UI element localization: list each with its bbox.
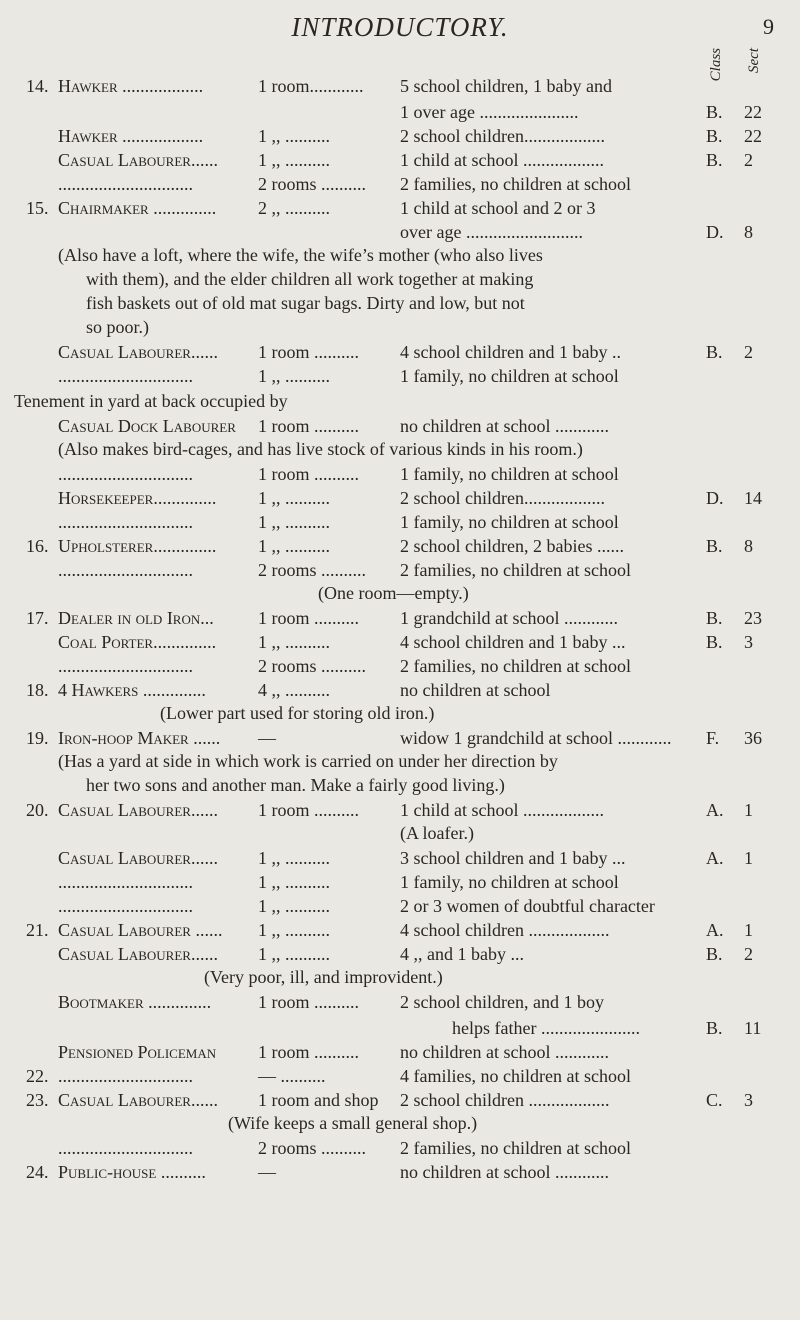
occupation: .............................. <box>58 896 193 916</box>
occupation: Horsekeeper.............. <box>58 488 217 508</box>
occupation: 4 Hawkers .............. <box>58 680 206 700</box>
sect-column-heading: Sect <box>746 48 762 73</box>
note-loft-4: so poor.) <box>86 317 149 337</box>
section: 22 <box>744 126 762 146</box>
page-number: 9 <box>763 14 774 39</box>
section: 3 <box>744 1090 753 1110</box>
occupation: .............................. <box>58 872 193 892</box>
table-row <box>0 1136 800 1160</box>
note-one-room-empty: (One room—empty.) <box>318 583 469 603</box>
family: 1 child at school .................. <box>400 800 604 820</box>
row-number: 23. <box>26 1090 49 1110</box>
class: B. <box>706 102 723 122</box>
table-row <box>0 942 800 966</box>
note-very-poor: (Very poor, ill, and improvident.) <box>204 967 443 987</box>
table-row <box>0 846 800 870</box>
table-row <box>0 726 800 750</box>
family: 4 school children and 1 baby ... <box>400 632 626 652</box>
table-row <box>0 172 800 196</box>
rooms: — .......... <box>258 1066 326 1086</box>
note-loft-3: fish baskets out of old mat sugar bags. Dirty and low, but not <box>86 293 525 313</box>
occupation: Casual Labourer...... <box>58 1090 218 1110</box>
rooms: 2 rooms .......... <box>258 656 366 676</box>
note-yard-2: her two sons and another man. Make a fairly good living.) <box>86 775 505 795</box>
rooms: 1 ,, .......... <box>258 848 330 868</box>
occupation: .............................. <box>58 656 193 676</box>
table-row <box>0 100 800 124</box>
class: B. <box>706 944 723 964</box>
tenement-heading: Tenement in yard at back occupied by <box>14 391 288 411</box>
family: 2 families, no children at school <box>400 656 631 676</box>
family: 2 families, no children at school <box>400 174 631 194</box>
section: 8 <box>744 222 753 242</box>
section: 23 <box>744 608 762 628</box>
class: A. <box>706 920 724 940</box>
table-row <box>0 990 800 1014</box>
family: 1 family, no children at school <box>400 872 619 892</box>
section: 1 <box>744 800 753 820</box>
row-number: 18. <box>26 680 49 700</box>
table-row <box>0 1040 800 1064</box>
family: no children at school <box>400 680 551 700</box>
rooms: 1 ,, .......... <box>258 872 330 892</box>
table-row <box>0 196 800 220</box>
section: 1 <box>744 848 753 868</box>
table-row <box>0 220 800 244</box>
table-row <box>0 654 800 678</box>
rooms: 1 ,, .......... <box>258 896 330 916</box>
class: A. <box>706 848 724 868</box>
row-number: 21. <box>26 920 49 940</box>
occupation: Upholsterer.............. <box>58 536 217 556</box>
family: 2 or 3 women of doubtful character <box>400 896 655 916</box>
table-row <box>0 340 800 364</box>
row-number: 17. <box>26 608 49 628</box>
note-old-iron: (Lower part used for storing old iron.) <box>160 703 435 723</box>
table-row <box>0 918 800 942</box>
row-number: 22. <box>26 1066 49 1086</box>
rooms: 1 room .......... <box>258 464 359 484</box>
section: 22 <box>744 102 762 122</box>
rooms: 1 room .......... <box>258 342 359 362</box>
occupation: .............................. <box>58 1138 193 1158</box>
rooms: — <box>258 728 276 748</box>
family: 1 family, no children at school <box>400 464 619 484</box>
class: B. <box>706 536 723 556</box>
table-row <box>0 462 800 486</box>
table-row <box>0 414 800 438</box>
family: 1 child at school and 2 or 3 <box>400 198 596 218</box>
table-row <box>0 558 800 582</box>
occupation: Hawker .................. <box>58 76 204 96</box>
table-row <box>0 894 800 918</box>
occupation: .............................. <box>58 1066 193 1086</box>
occupation: Casual Labourer ...... <box>58 920 223 940</box>
table-row <box>0 74 800 98</box>
note-yard: (Has a yard at side in which work is carried on under her direction by <box>58 751 558 771</box>
occupation: Pensioned Policeman <box>58 1042 217 1062</box>
rooms: 1 ,, .......... <box>258 944 330 964</box>
occupation: Casual Labourer...... <box>58 800 218 820</box>
row-number: 20. <box>26 800 49 820</box>
rooms: 2 rooms .......... <box>258 174 366 194</box>
family: 5 school children, 1 baby and <box>400 76 612 96</box>
occupation: .............................. <box>58 174 193 194</box>
rooms: — <box>258 1162 276 1182</box>
class: B. <box>706 632 723 652</box>
rooms: 1 room .......... <box>258 800 359 820</box>
occupation: .............................. <box>58 560 193 580</box>
section: 11 <box>744 1018 762 1038</box>
rooms: 1 room .......... <box>258 416 359 436</box>
class: A. <box>706 800 724 820</box>
occupation: Casual Dock Labourer <box>58 416 236 436</box>
row-number: 24. <box>26 1162 49 1182</box>
section: 2 <box>744 342 753 362</box>
occupation: Casual Labourer...... <box>58 150 218 170</box>
rooms: 1 ,, .......... <box>258 512 330 532</box>
family: 4 school children .................. <box>400 920 610 940</box>
rooms: 1 ,, .......... <box>258 366 330 386</box>
family: 4 school children and 1 baby .. <box>400 342 621 362</box>
family: 4 families, no children at school <box>400 1066 631 1086</box>
family: 1 child at school .................. <box>400 150 604 170</box>
occupation: .............................. <box>58 512 193 532</box>
rooms: 1 ,, .......... <box>258 150 330 170</box>
class: B. <box>706 342 723 362</box>
note-loft: (Also have a loft, where the wife, the wife’s mother (who also lives <box>58 245 543 265</box>
section: 14 <box>744 488 762 508</box>
family: 2 school children.................. <box>400 126 605 146</box>
occupation: Bootmaker .............. <box>58 992 212 1012</box>
section: 2 <box>744 150 753 170</box>
rooms: 1 ,, .......... <box>258 632 330 652</box>
page-header <box>0 12 800 46</box>
class: D. <box>706 222 724 242</box>
occupation: Casual Labourer...... <box>58 848 218 868</box>
family: over age .......................... <box>400 222 583 242</box>
section: 3 <box>744 632 753 652</box>
section: 2 <box>744 944 753 964</box>
note-bird-cages: (Also makes bird-cages, and has live stock of various kinds in his room.) <box>58 439 583 459</box>
class: C. <box>706 1090 723 1110</box>
rooms: 2 rooms .......... <box>258 560 366 580</box>
family: 1 over age ...................... <box>400 102 579 122</box>
family: 1 grandchild at school ............ <box>400 608 618 628</box>
occupation: Coal Porter.............. <box>58 632 217 652</box>
occupation: .............................. <box>58 464 193 484</box>
rooms: 1 ,, .......... <box>258 920 330 940</box>
family: no children at school ............ <box>400 1162 609 1182</box>
table-row <box>0 798 800 822</box>
rooms: 1 room .......... <box>258 992 359 1012</box>
class: B. <box>706 608 723 628</box>
class: B. <box>706 1018 723 1038</box>
table-row <box>0 534 800 558</box>
note-loafer: (A loafer.) <box>400 823 474 843</box>
section: 1 <box>744 920 753 940</box>
table-row <box>0 510 800 534</box>
rooms: 1 room and shop <box>258 1090 379 1110</box>
occupation: Casual Labourer...... <box>58 342 218 362</box>
occupation: .............................. <box>58 366 193 386</box>
rooms: 1 room .......... <box>258 1042 359 1062</box>
table-row <box>0 1160 800 1184</box>
section: 36 <box>744 728 762 748</box>
family: 1 family, no children at school <box>400 512 619 532</box>
occupation: Hawker .................. <box>58 126 204 146</box>
row-number: 19. <box>26 728 49 748</box>
table-row <box>0 870 800 894</box>
rooms: 1 ,, .......... <box>258 536 330 556</box>
rooms: 2 rooms .......... <box>258 1138 366 1158</box>
table-row <box>0 486 800 510</box>
family: 1 family, no children at school <box>400 366 619 386</box>
row-number: 15. <box>26 198 49 218</box>
table-row <box>0 124 800 148</box>
occupation: Iron-hoop Maker ...... <box>58 728 221 748</box>
table-row <box>0 630 800 654</box>
family: 2 school children .................. <box>400 1090 610 1110</box>
class: B. <box>706 126 723 146</box>
rooms: 2 ,, .......... <box>258 198 330 218</box>
occupation: Public-house .......... <box>58 1162 206 1182</box>
table-row <box>0 1064 800 1088</box>
family: 4 ,, and 1 baby ... <box>400 944 524 964</box>
family: no children at school ............ <box>400 416 609 436</box>
occupation: Dealer in old Iron... <box>58 608 214 628</box>
rooms: 1 ,, .......... <box>258 488 330 508</box>
table-row <box>0 364 800 388</box>
family: widow 1 grandchild at school ............ <box>400 728 672 748</box>
class-column-heading: Class <box>708 48 724 82</box>
class: D. <box>706 488 724 508</box>
section: 8 <box>744 536 753 556</box>
rooms: 1 room............ <box>258 76 364 96</box>
family: no children at school ............ <box>400 1042 609 1062</box>
note-general-shop: (Wife keeps a small general shop.) <box>228 1113 478 1133</box>
rooms: 1 room .......... <box>258 608 359 628</box>
family: 2 school children.................. <box>400 488 605 508</box>
family: 2 families, no children at school <box>400 1138 631 1158</box>
rooms: 4 ,, .......... <box>258 680 330 700</box>
family: 2 families, no children at school <box>400 560 631 580</box>
row-number: 14. <box>26 76 49 96</box>
rooms: 1 ,, .......... <box>258 126 330 146</box>
family: 2 school children, 2 babies ...... <box>400 536 624 556</box>
class: B. <box>706 150 723 170</box>
table-row <box>0 678 800 702</box>
family: 2 school children, and 1 boy <box>400 992 604 1012</box>
family: helps father ...................... <box>452 1018 640 1038</box>
family: 3 school children and 1 baby ... <box>400 848 626 868</box>
running-title: INTRODUCTORY. <box>291 12 509 42</box>
class: F. <box>706 728 720 748</box>
table-row <box>0 1088 800 1112</box>
note-loft-2: with them), and the elder children all work together at making <box>86 269 534 289</box>
table-row <box>0 1016 800 1040</box>
table-row <box>0 148 800 172</box>
row-number: 16. <box>26 536 49 556</box>
occupation: Casual Labourer...... <box>58 944 218 964</box>
occupation: Chairmaker .............. <box>58 198 217 218</box>
table-row <box>0 606 800 630</box>
